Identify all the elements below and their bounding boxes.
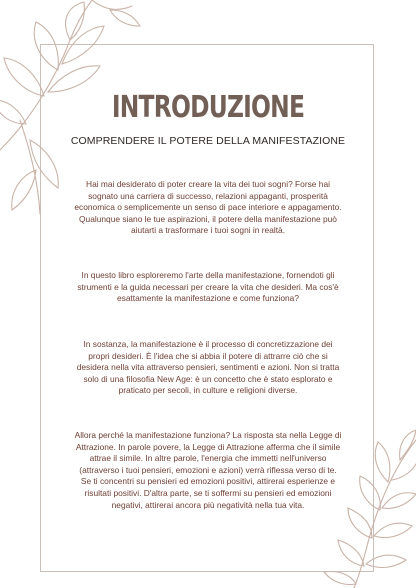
- page-subtitle: COMPRENDERE IL POTERE DELLA MANIFESTAZIONE: [70, 135, 346, 147]
- page-title: INTRODUZIONE: [111, 90, 305, 125]
- body-paragraph: In sostanza, la manifestazione è il processo di concretizzazione dei propri desideri. È l'idea che si abbia il potere di attrarre ciò che si desidera nella vita attraverso pensieri, sentimenti e azioni. Non si tratta solo di una filosofia New Age: è un concetto che è stato esplorato e praticato per secoli, in culture e religioni diverse.: [76, 339, 340, 396]
- body-paragraph: In questo libro esploreremo l'arte della manifestazione, fornendoti gli strumenti e la guida necessari per creare la vita che desideri. Ma cos'è esattamente la manifestazione e come funziona?: [77, 270, 339, 304]
- body-paragraph: Allora perché la manifestazione funziona? La risposta sta nella Legge di Attrazione. In parole povere, la Legge di Attrazione afferma che il simile attrae il simile. In altre parole, l'energia che immetti nell'universo (attraverso i tuoi pensieri, emozioni e azioni) verrà riflessa verso di te. Se ti concentri su pensieri ed emozioni positivi, attirerai esperienze e risultati positivi. D'altra parte, se ti soffermi su pensieri ed emozioni negativi, attirerai ancora più negatività nella tua vita.: [74, 430, 342, 510]
- body-paragraph: Hai mai desiderato di poter creare la vita dei tuoi sogni? Forse hai sognato una carriera di successo, relazioni appaganti, prosperità economica o semplicemente un senso di pace interiore e appagamento. Qualunque siano le tue aspirazioni, il potere della manifestazione può aiutarti a trasformare i tuoi sogni in realtà.: [74, 179, 342, 236]
